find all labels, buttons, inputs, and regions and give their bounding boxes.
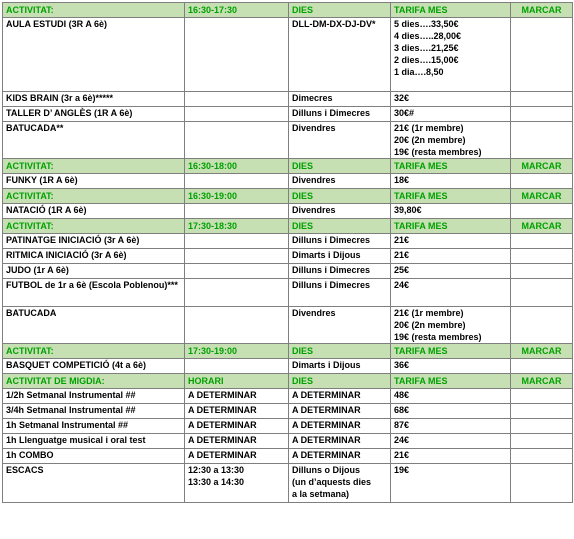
activity-name: BATUCADA** [3,122,185,159]
activity-row [3,249,573,264]
activities-table [2,2,573,503]
activity-horari [185,419,289,434]
activity-tarifa [391,389,511,404]
activity-dies-line: A DETERMINAR [292,405,361,415]
activity-dies [289,434,391,449]
activity-dies-line: Dilluns i Dimecres [292,265,371,275]
activity-horari-line: A DETERMINAR [188,435,257,445]
activity-name: ESCACS [3,464,185,503]
activity-row [3,464,573,503]
header-marcar: MARCAR [511,189,573,204]
activity-row [3,204,573,219]
header-marcar: MARCAR [511,159,573,174]
activity-dies [289,107,391,122]
activity-row [3,419,573,434]
activity-tarifa [391,464,511,503]
activity-horari [185,264,289,279]
activity-dies-line: Dimecres [292,93,333,103]
activity-row [3,18,573,92]
section-header-row [3,344,573,359]
activity-horari [185,204,289,219]
activity-dies-line: Dimarts i Dijous [292,360,361,370]
activity-row [3,92,573,107]
header-activitat: ACTIVITAT: [3,3,185,18]
activity-dies-line: A DETERMINAR [292,435,361,445]
activity-name: KIDS BRAIN (3r a 6è)***** [3,92,185,107]
activity-tarifa-line: 30€# [394,108,415,118]
activity-row [3,107,573,122]
activity-name: PATINATGE INICIACIÓ (3r A 6è) [3,234,185,249]
activity-name: 1h Setmanal Instrumental ## [3,419,185,434]
activity-tarifa-line: 19€ (resta membres) [394,147,482,157]
activity-tarifa-line: 4 dies…..28,00€ [394,31,462,41]
activity-name: FUNKY (1R A 6è) [3,174,185,189]
activity-dies-line: Dimarts i Dijous [292,250,361,260]
activity-dies-line: Divendres [292,123,336,133]
activity-dies [289,234,391,249]
activity-tarifa-line: 20€ (2n membre) [394,135,466,145]
activity-dies [289,389,391,404]
activity-dies [289,18,391,92]
marcar-cell[interactable] [511,419,573,434]
activity-dies [289,264,391,279]
activity-dies-line: a la setmana) [292,489,350,499]
activity-horari [185,107,289,122]
header-marcar: MARCAR [511,3,573,18]
header-activitat: ACTIVITAT: [3,189,185,204]
activity-dies [289,359,391,374]
header-tarifa: TARIFA MES [391,3,511,18]
activity-tarifa-line: 21€ (1r membre) [394,123,464,133]
marcar-cell[interactable] [511,234,573,249]
section-header-row [3,189,573,204]
activity-horari-line: A DETERMINAR [188,405,257,415]
activity-horari [185,92,289,107]
activity-tarifa-line: 1 dia….8,50 [394,67,444,77]
header-tarifa: TARIFA MES [391,159,511,174]
activity-horari-line: 12:30 a 13:30 [188,465,245,475]
marcar-cell[interactable] [511,92,573,107]
header-dies: DIES [289,189,391,204]
activity-dies-line: Dilluns i Dimecres [292,108,371,118]
activity-tarifa [391,174,511,189]
header-horari: 16:30-17:30 [185,3,289,18]
activity-dies-line: Dilluns i Dimecres [292,280,371,290]
header-marcar: MARCAR [511,219,573,234]
activity-tarifa [391,234,511,249]
activity-tarifa [391,249,511,264]
activity-tarifa-line: 18€ [394,175,410,185]
header-horari: HORARI [185,374,289,389]
marcar-cell[interactable] [511,359,573,374]
activity-tarifa-line: 68€ [394,405,410,415]
activity-row [3,449,573,464]
activity-horari [185,18,289,92]
marcar-cell[interactable] [511,122,573,159]
activity-name: TALLER D’ ANGLÈS (1R A 6è) [3,107,185,122]
activity-row [3,434,573,449]
activity-dies [289,174,391,189]
activity-dies-line: Divendres [292,308,336,318]
activity-row [3,359,573,374]
activity-tarifa-line: 20€ (2n membre) [394,320,466,330]
marcar-cell[interactable] [511,107,573,122]
activity-horari-line: A DETERMINAR [188,390,257,400]
activity-tarifa [391,122,511,159]
activity-name: RITMICA INICIACIÓ (3r A 6è) [3,249,185,264]
activity-name: NATACIÓ (1R A 6è) [3,204,185,219]
header-dies: DIES [289,344,391,359]
activity-dies [289,404,391,419]
section-header-row [3,219,573,234]
activity-horari [185,234,289,249]
activity-tarifa-line: 19€ (resta membres) [394,332,482,342]
activity-dies-line: A DETERMINAR [292,420,361,430]
section-header-row [3,159,573,174]
section-header-row [3,374,573,389]
marcar-cell[interactable] [511,264,573,279]
marcar-cell[interactable] [511,204,573,219]
header-dies: DIES [289,3,391,18]
header-tarifa: TARIFA MES [391,219,511,234]
activity-dies [289,92,391,107]
activity-horari [185,434,289,449]
activity-dies [289,449,391,464]
activities-table-body [3,3,573,503]
header-horari: 17:30-18:30 [185,219,289,234]
activity-name: 1h Llenguatge musical i oral test [3,434,185,449]
activity-horari [185,449,289,464]
marcar-cell[interactable] [511,174,573,189]
activity-tarifa [391,404,511,419]
activity-dies-line: (un d’aquests dies [292,477,372,487]
activity-horari [185,359,289,374]
activity-name: 1/2h Setmanal Instrumental ## [3,389,185,404]
activity-horari [185,122,289,159]
activity-tarifa-line: 2 dies….15,00€ [394,55,459,65]
activity-horari-line: 13:30 a 14:30 [188,477,245,487]
activity-dies [289,122,391,159]
activity-tarifa-line: 21€ [394,250,410,260]
header-marcar: MARCAR [511,374,573,389]
activity-horari [185,464,289,503]
activity-name: AULA ESTUDI (3R A 6è) [3,18,185,92]
activity-dies-line: A DETERMINAR [292,450,361,460]
header-marcar: MARCAR [511,344,573,359]
marcar-cell[interactable] [511,464,573,503]
activity-dies [289,204,391,219]
marcar-cell[interactable] [511,404,573,419]
activity-tarifa-line: 24€ [394,435,410,445]
activity-tarifa [391,359,511,374]
marcar-cell[interactable] [511,279,573,307]
activity-name: BATUCADA [3,307,185,344]
activity-dies [289,249,391,264]
activity-row [3,234,573,249]
activity-tarifa [391,419,511,434]
activity-tarifa-line: 19€ [394,465,410,475]
activity-horari [185,307,289,344]
header-tarifa: TARIFA MES [391,344,511,359]
header-activitat: ACTIVITAT: [3,344,185,359]
activity-tarifa-line: 5 dies….33,50€ [394,19,459,29]
activity-horari-line: A DETERMINAR [188,420,257,430]
marcar-cell[interactable] [511,18,573,92]
activity-dies [289,419,391,434]
activity-tarifa-line: 21€ [394,450,410,460]
marcar-cell[interactable] [511,389,573,404]
activity-tarifa [391,434,511,449]
activity-dies-line: Dilluns i Dimecres [292,235,371,245]
section-header-row [3,3,573,18]
activity-name: BASQUET COMPETICIÓ (4t a 6è) [3,359,185,374]
activity-dies [289,464,391,503]
header-horari: 17:30-19:00 [185,344,289,359]
activity-tarifa-line: 32€ [394,93,410,103]
activity-tarifa [391,204,511,219]
header-dies: DIES [289,219,391,234]
activity-tarifa-line: 21€ [394,235,410,245]
activity-tarifa [391,107,511,122]
activity-name: JUDO (1r A 6è) [3,264,185,279]
activity-tarifa [391,18,511,92]
header-horari: 16:30-19:00 [185,189,289,204]
activity-name: 1h COMBO [3,449,185,464]
activity-horari [185,174,289,189]
activity-name: FUTBOL de 1r a 6è (Escola Poblenou)*** [3,279,185,307]
activity-dies-line: Divendres [292,205,336,215]
activity-horari [185,249,289,264]
activity-row [3,174,573,189]
activity-dies [289,279,391,307]
activity-tarifa [391,449,511,464]
activity-row [3,404,573,419]
activity-tarifa-line: 25€ [394,265,410,275]
header-dies: DIES [289,374,391,389]
activity-horari [185,279,289,307]
activity-horari [185,404,289,419]
marcar-cell[interactable] [511,307,573,344]
activity-horari-line: A DETERMINAR [188,450,257,460]
activity-name: 3/4h Setmanal Instrumental ## [3,404,185,419]
activity-dies [289,307,391,344]
activity-horari [185,389,289,404]
activity-tarifa [391,307,511,344]
marcar-cell[interactable] [511,449,573,464]
header-activitat: ACTIVITAT: [3,219,185,234]
activity-tarifa-line: 39,80€ [394,205,422,215]
header-horari: 16:30-18:00 [185,159,289,174]
header-tarifa: TARIFA MES [391,374,511,389]
activity-row [3,307,573,344]
activity-tarifa-line: 87€ [394,420,410,430]
activity-tarifa-line: 24€ [394,280,410,290]
activity-dies-line: Dilluns o Dijous [292,465,361,475]
marcar-cell[interactable] [511,434,573,449]
activity-dies-line: DLL-DM-DX-DJ-DV* [292,19,376,29]
header-dies: DIES [289,159,391,174]
activity-row [3,389,573,404]
activity-tarifa [391,279,511,307]
activity-tarifa-line: 21€ (1r membre) [394,308,464,318]
header-tarifa: TARIFA MES [391,189,511,204]
activity-tarifa [391,264,511,279]
marcar-cell[interactable] [511,249,573,264]
header-activitat: ACTIVITAT DE MIGDIA: [3,374,185,389]
activity-tarifa-line: 36€ [394,360,410,370]
activity-tarifa-line: 3 dies….21,25€ [394,43,459,53]
activity-row [3,264,573,279]
activity-dies-line: Divendres [292,175,336,185]
activity-dies-line: A DETERMINAR [292,390,361,400]
header-activitat: ACTIVITAT: [3,159,185,174]
activity-tarifa [391,92,511,107]
activity-row [3,279,573,307]
activity-row [3,122,573,159]
activity-tarifa-line: 48€ [394,390,410,400]
